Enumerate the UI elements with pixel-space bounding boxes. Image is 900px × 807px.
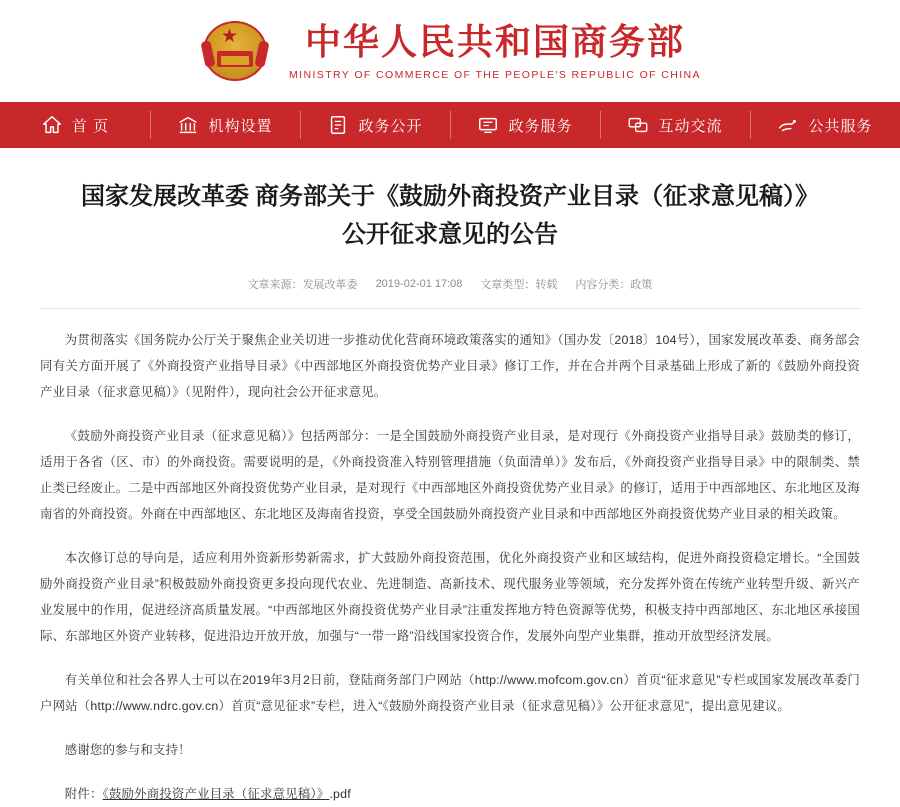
header-inner [199,15,701,87]
nav-item-interaction[interactable] [600,102,750,148]
document-icon [327,114,349,136]
nav-label: 首 页 [71,117,110,135]
page-title: 国家发展改革委 商务部关于《鼓励外商投资产业目录（征求意见稿）》公开征求意见的公告 [81,184,819,248]
site-title-cn: 中华人民共和国商务部 [304,21,685,62]
hand-icon [777,114,799,136]
nav-label: 政务公开 [358,117,423,135]
paragraph: 《鼓励外商投资产业目录（征求意见稿）》包括两部分：一是全国鼓励外商投资产业目录，是对现行《外商投资产业指导目录》鼓励类的修订，适用于各省（区、市）的外商投资。需要说明的是，《外商投资准入特别管理措施（负面清单）》发布后，《外商投资产业指导目录》中的限制类、禁止类已经废止。二是中西部地区外商投资优势产业目录，是对现行《中西部地区外商投资优势产业目录》的修订，适用于中西部地区、东北地区及海南省的外商投资。外商在中西部地区、东北地区及海南省投资，享受全国鼓励外商投资产业目录和中西部地区外商投资优势产业目录的相关政策。 [40,429,860,521]
attachment-line [40,781,860,807]
meta-datetime: 2019-02-01 17:08 [375,278,463,290]
paragraph: 感谢您的参与和支持！ [64,743,191,757]
article-container [0,148,900,807]
service-icon [477,114,499,136]
home-icon [41,114,63,136]
site-title-en: MINISTRY OF COMMERCE OF THE PEOPLE'S REPUBLIC OF CHINA [289,68,701,81]
article-body [40,309,860,807]
chat-icon [627,114,649,136]
nav-label: 机构设置 [208,117,273,135]
nav-label: 互动交流 [658,117,723,135]
meta-type: 文章类型：转载 [480,279,558,291]
nav-label: 公共服务 [808,117,873,135]
bank-icon [177,114,199,136]
paragraph: 为贯彻落实《国务院办公厅关于聚焦企业关切进一步推动优化营商环境政策落实的通知》（国办发〔2018〕104号），国家发展改革委、商务部会同有关方面开展了《外商投资产业指导目录》《中西部地区外商投资优势产业目录》修订工作，并在合并两个目录基础上形成了新的《鼓励外商投资产业目录（征求意见稿）》（见附件），现向社会公开征求意见。 [40,333,860,399]
site-header [0,0,900,102]
attachment-suffix: .pdf [329,787,351,801]
nav-item-government-affairs[interactable] [300,102,450,148]
nav-item-home[interactable] [0,102,150,148]
site-title-block [289,21,701,81]
attachment-link[interactable]: 《鼓励外商投资产业目录（征求意见稿）》 [102,787,330,801]
main-navigation[interactable] [0,102,900,148]
national-emblem-icon [199,15,271,87]
meta-source: 文章来源：发展改革委 [247,279,358,291]
article-meta [40,254,860,308]
meta-category: 内容分类：政策 [575,279,653,291]
paragraph: 本次修订总的导向是，适应利用外资新形势新需求，扩大鼓励外商投资范围，优化外商投资产业和区域结构，促进外商投资稳定增长。“全国鼓励外商投资产业目录”积极鼓励外商投资更多投向现代农业、先进制造、高新技术、现代服务业等领域，充分发挥外资在传统产业转型升级、新兴产业发展中的作用，促进经济高质量发展。“中西部地区外商投资优势产业目录”注重发挥地方特色资源等优势，积极支持中西部地区、东北地区承接国际、东部地区外资产业转移，促进沿边开放开放，加强与“一带一路”沿线国家投资合作，发展外向型产业集群，推动开放型经济发展。 [40,551,860,643]
paragraph: 有关单位和社会各界人士可以在2019年3月2日前，登陆商务部门户网站（http://www.mofcom.gov.cn）首页“征求意见”专栏或国家发展改革委门户网站（http://www.ndrc.gov.cn）首页“意见征求”专栏，进入“《鼓励外商投资产业目录（征求意见稿）》公开征求意见”，提出意见建议。 [40,673,860,713]
nav-item-government-service[interactable] [450,102,600,148]
attachment-label: 附件： [64,787,103,801]
nav-label: 政务服务 [508,117,573,135]
nav-item-organization[interactable] [150,102,300,148]
nav-item-public-service[interactable] [750,102,900,148]
